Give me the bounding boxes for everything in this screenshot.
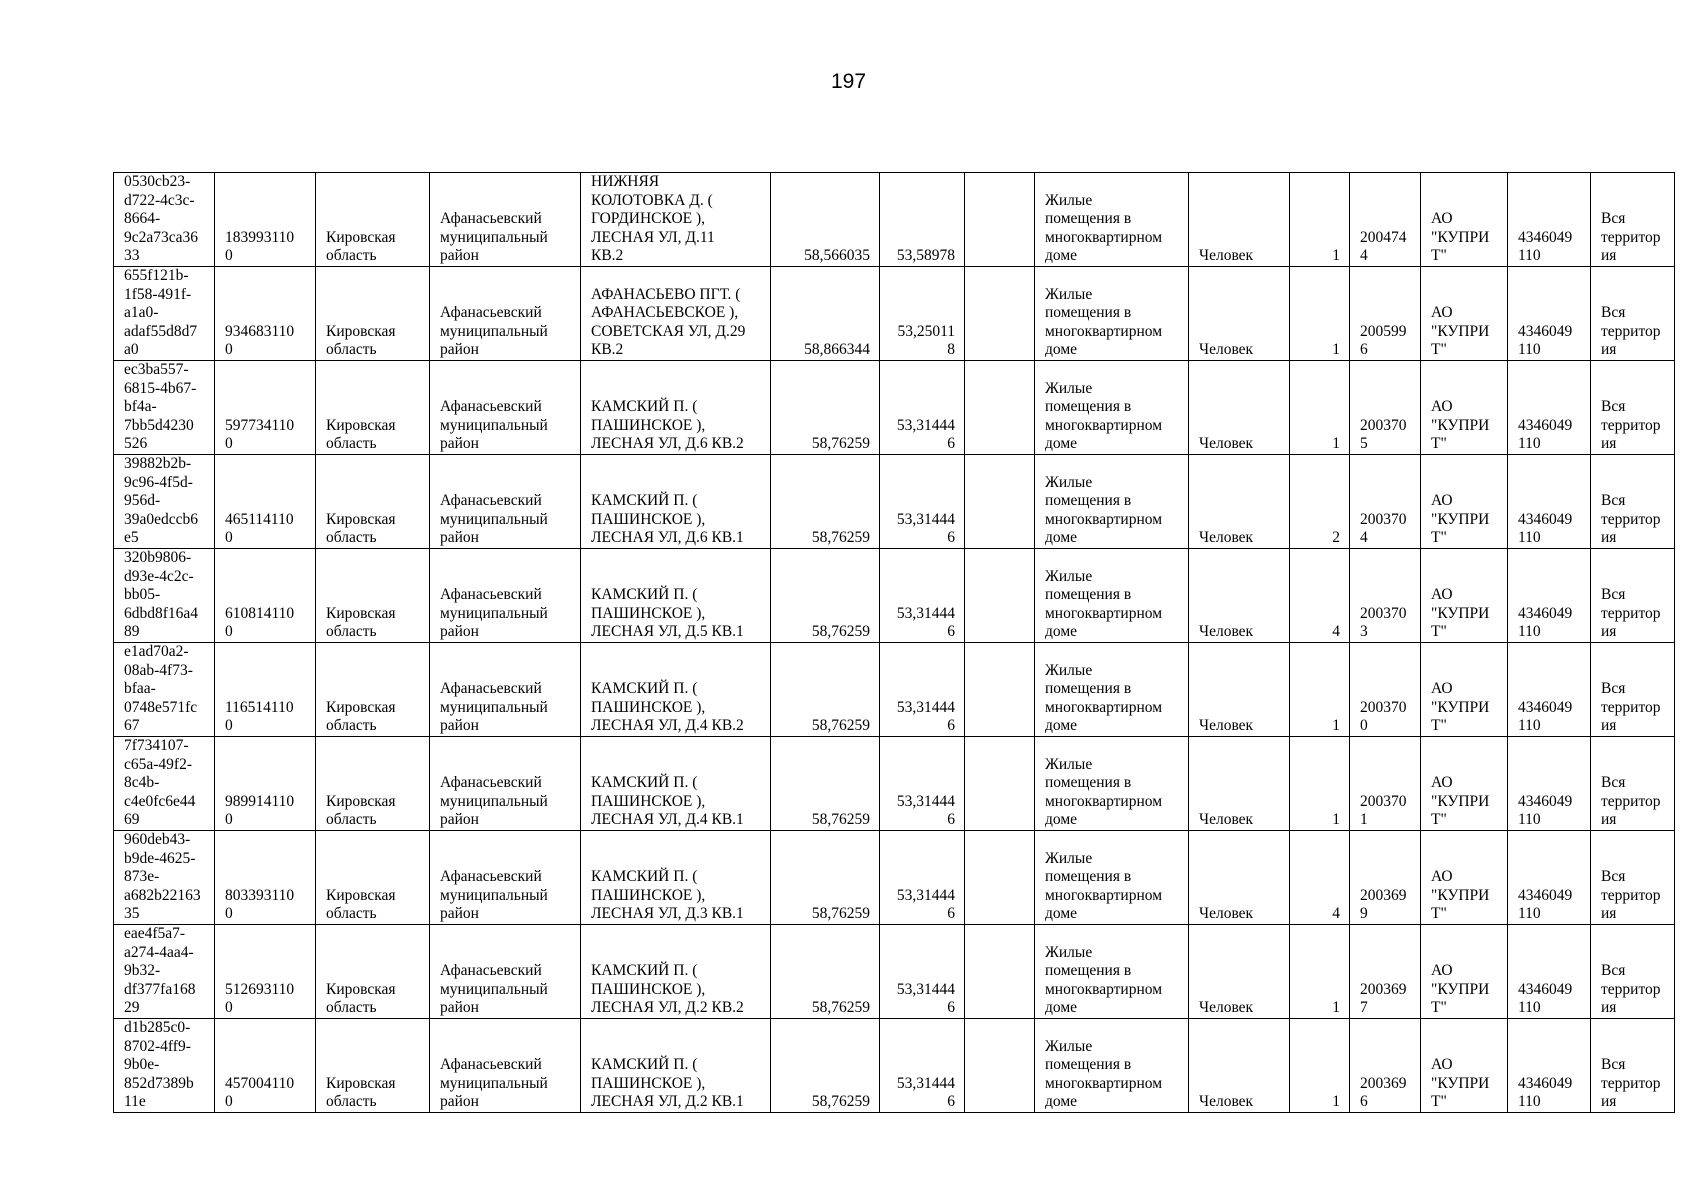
unit-cell: Человек	[1189, 1019, 1290, 1113]
address-cell: КАМСКИЙ П. ( ПАШИНСКОЕ ), ЛЕСНАЯ УЛ, Д.4 КВ.2	[581, 643, 771, 737]
longitude-cell: 53,31444 6	[880, 549, 965, 643]
latitude-cell: 58,76259	[771, 831, 880, 925]
address-cell: КАМСКИЙ П. ( ПАШИНСКОЕ ), ЛЕСНАЯ УЛ, Д.3 КВ.1	[581, 831, 771, 925]
territory-cell: Вся территор ия	[1591, 643, 1675, 737]
latitude-cell: 58,76259	[771, 737, 880, 831]
organization-cell: АО "КУПРИ Т"	[1421, 173, 1508, 267]
district-cell: Афанасьевский муниципальный район	[430, 267, 581, 361]
district-cell: Афанасьевский муниципальный район	[430, 173, 581, 267]
code2-cell: 200370 4	[1350, 455, 1421, 549]
address-cell: КАМСКИЙ П. ( ПАШИНСКОЕ ), ЛЕСНАЯ УЛ, Д.6 КВ.2	[581, 361, 771, 455]
empty-cell	[965, 455, 1035, 549]
territory-cell: Вся территор ия	[1591, 173, 1675, 267]
unit-cell: Человек	[1189, 173, 1290, 267]
object-type-cell: Жилые помещения в многоквартирном доме	[1035, 455, 1189, 549]
table-row	[114, 925, 1675, 1019]
code2-cell: 200370 1	[1350, 737, 1421, 831]
code-cell: 465114110 0	[215, 455, 316, 549]
count-cell: 4	[1290, 549, 1350, 643]
organization-cell: АО "КУПРИ Т"	[1421, 643, 1508, 737]
code2-cell: 200370 3	[1350, 549, 1421, 643]
territory-cell: Вся территор ия	[1591, 267, 1675, 361]
object-type-cell: Жилые помещения в многоквартирном доме	[1035, 267, 1189, 361]
organization-cell: АО "КУПРИ Т"	[1421, 549, 1508, 643]
organization-cell: АО "КУПРИ Т"	[1421, 737, 1508, 831]
code-cell: 803393110 0	[215, 831, 316, 925]
object-id-cell: 7f734107- c65a-49f2- 8c4b- c4e0fc6e44 69	[114, 737, 215, 831]
region-cell: Кировская область	[316, 173, 430, 267]
address-cell: АФАНАСЬЕВО ПГТ. ( АФАНАСЬЕВСКОЕ ), СОВЕТСКАЯ УЛ, Д.29 КВ.2	[581, 267, 771, 361]
territory-cell: Вся территор ия	[1591, 361, 1675, 455]
longitude-cell: 53,58978	[880, 173, 965, 267]
inn-cell: 4346049 110	[1508, 267, 1591, 361]
inn-cell: 4346049 110	[1508, 361, 1591, 455]
object-type-cell: Жилые помещения в многоквартирном доме	[1035, 643, 1189, 737]
count-cell: 2	[1290, 455, 1350, 549]
address-cell: КАМСКИЙ П. ( ПАШИНСКОЕ ), ЛЕСНАЯ УЛ, Д.4 КВ.1	[581, 737, 771, 831]
object-id-cell: 655f121b- 1f58-491f- a1a0- adaf55d8d7 a0	[114, 267, 215, 361]
territory-cell: Вся территор ия	[1591, 925, 1675, 1019]
code2-cell: 200370 5	[1350, 361, 1421, 455]
empty-cell	[965, 737, 1035, 831]
unit-cell: Человек	[1189, 643, 1290, 737]
object-type-cell: Жилые помещения в многоквартирном доме	[1035, 173, 1189, 267]
latitude-cell: 58,76259	[771, 455, 880, 549]
unit-cell: Человек	[1189, 549, 1290, 643]
table-row	[114, 455, 1675, 549]
count-cell: 1	[1290, 925, 1350, 1019]
organization-cell: АО "КУПРИ Т"	[1421, 925, 1508, 1019]
registry-table	[113, 172, 1675, 1113]
inn-cell: 4346049 110	[1508, 1019, 1591, 1113]
code2-cell: 200599 6	[1350, 267, 1421, 361]
region-cell: Кировская область	[316, 737, 430, 831]
address-cell: НИЖНЯЯ КОЛОТОВКА Д. ( ГОРДИНСКОЕ ), ЛЕСНАЯ УЛ, Д.11 КВ.2	[581, 173, 771, 267]
longitude-cell: 53,31444 6	[880, 831, 965, 925]
table-row	[114, 831, 1675, 925]
object-type-cell: Жилые помещения в многоквартирном доме	[1035, 1019, 1189, 1113]
unit-cell: Человек	[1189, 267, 1290, 361]
object-id-cell: 960deb43- b9de-4625- 873e- a682b22163 35	[114, 831, 215, 925]
region-cell: Кировская область	[316, 267, 430, 361]
object-id-cell: 0530cb23- d722-4c3c- 8664- 9c2a73ca36 33	[114, 173, 215, 267]
latitude-cell: 58,76259	[771, 1019, 880, 1113]
region-cell: Кировская область	[316, 361, 430, 455]
empty-cell	[965, 267, 1035, 361]
latitude-cell: 58,76259	[771, 361, 880, 455]
code-cell: 934683110 0	[215, 267, 316, 361]
region-cell: Кировская область	[316, 643, 430, 737]
latitude-cell: 58,76259	[771, 643, 880, 737]
address-cell: КАМСКИЙ П. ( ПАШИНСКОЕ ), ЛЕСНАЯ УЛ, Д.2 КВ.1	[581, 1019, 771, 1113]
count-cell: 1	[1290, 737, 1350, 831]
inn-cell: 4346049 110	[1508, 173, 1591, 267]
latitude-cell: 58,76259	[771, 549, 880, 643]
object-type-cell: Жилые помещения в многоквартирном доме	[1035, 737, 1189, 831]
inn-cell: 4346049 110	[1508, 737, 1591, 831]
table-row	[114, 549, 1675, 643]
code-cell: 512693110 0	[215, 925, 316, 1019]
code2-cell: 200474 4	[1350, 173, 1421, 267]
empty-cell	[965, 173, 1035, 267]
district-cell: Афанасьевский муниципальный район	[430, 455, 581, 549]
latitude-cell: 58,566035	[771, 173, 880, 267]
count-cell: 1	[1290, 267, 1350, 361]
registry-table-body	[114, 173, 1675, 1113]
empty-cell	[965, 643, 1035, 737]
inn-cell: 4346049 110	[1508, 831, 1591, 925]
page-number: 197	[830, 70, 867, 93]
district-cell: Афанасьевский муниципальный район	[430, 1019, 581, 1113]
unit-cell: Человек	[1189, 455, 1290, 549]
count-cell: 4	[1290, 831, 1350, 925]
district-cell: Афанасьевский муниципальный район	[430, 737, 581, 831]
organization-cell: АО "КУПРИ Т"	[1421, 455, 1508, 549]
district-cell: Афанасьевский муниципальный район	[430, 831, 581, 925]
empty-cell	[965, 831, 1035, 925]
address-cell: КАМСКИЙ П. ( ПАШИНСКОЕ ), ЛЕСНАЯ УЛ, Д.2 КВ.2	[581, 925, 771, 1019]
unit-cell: Человек	[1189, 737, 1290, 831]
longitude-cell: 53,31444 6	[880, 1019, 965, 1113]
empty-cell	[965, 549, 1035, 643]
unit-cell: Человек	[1189, 925, 1290, 1019]
region-cell: Кировская область	[316, 831, 430, 925]
unit-cell: Человек	[1189, 831, 1290, 925]
object-id-cell: 320b9806- d93e-4c2c- bb05- 6dbd8f16a4 89	[114, 549, 215, 643]
empty-cell	[965, 1019, 1035, 1113]
organization-cell: АО "КУПРИ Т"	[1421, 1019, 1508, 1113]
organization-cell: АО "КУПРИ Т"	[1421, 831, 1508, 925]
object-type-cell: Жилые помещения в многоквартирном доме	[1035, 549, 1189, 643]
organization-cell: АО "КУПРИ Т"	[1421, 267, 1508, 361]
inn-cell: 4346049 110	[1508, 643, 1591, 737]
code2-cell: 200369 9	[1350, 831, 1421, 925]
code-cell: 183993110 0	[215, 173, 316, 267]
object-type-cell: Жилые помещения в многоквартирном доме	[1035, 925, 1189, 1019]
longitude-cell: 53,31444 6	[880, 737, 965, 831]
count-cell: 1	[1290, 1019, 1350, 1113]
code-cell: 116514110 0	[215, 643, 316, 737]
region-cell: Кировская область	[316, 925, 430, 1019]
territory-cell: Вся территор ия	[1591, 549, 1675, 643]
table-row	[114, 173, 1675, 267]
address-cell: КАМСКИЙ П. ( ПАШИНСКОЕ ), ЛЕСНАЯ УЛ, Д.6 КВ.1	[581, 455, 771, 549]
unit-cell: Человек	[1189, 361, 1290, 455]
code2-cell: 200369 6	[1350, 1019, 1421, 1113]
region-cell: Кировская область	[316, 455, 430, 549]
territory-cell: Вся территор ия	[1591, 1019, 1675, 1113]
longitude-cell: 53,25011 8	[880, 267, 965, 361]
table-row	[114, 361, 1675, 455]
region-cell: Кировская область	[316, 1019, 430, 1113]
district-cell: Афанасьевский муниципальный район	[430, 643, 581, 737]
district-cell: Афанасьевский муниципальный район	[430, 549, 581, 643]
longitude-cell: 53,31444 6	[880, 643, 965, 737]
code-cell: 597734110 0	[215, 361, 316, 455]
organization-cell: АО "КУПРИ Т"	[1421, 361, 1508, 455]
inn-cell: 4346049 110	[1508, 455, 1591, 549]
count-cell: 1	[1290, 361, 1350, 455]
longitude-cell: 53,31444 6	[880, 361, 965, 455]
inn-cell: 4346049 110	[1508, 925, 1591, 1019]
district-cell: Афанасьевский муниципальный район	[430, 925, 581, 1019]
object-id-cell: 39882b2b- 9c96-4f5d- 956d- 39a0edccb6 e5	[114, 455, 215, 549]
latitude-cell: 58,76259	[771, 925, 880, 1019]
code2-cell: 200369 7	[1350, 925, 1421, 1019]
object-type-cell: Жилые помещения в многоквартирном доме	[1035, 831, 1189, 925]
empty-cell	[965, 925, 1035, 1019]
longitude-cell: 53,31444 6	[880, 925, 965, 1019]
region-cell: Кировская область	[316, 549, 430, 643]
code2-cell: 200370 0	[1350, 643, 1421, 737]
code-cell: 610814110 0	[215, 549, 316, 643]
territory-cell: Вся территор ия	[1591, 831, 1675, 925]
object-id-cell: d1b285c0- 8702-4ff9- 9b0e- 852d7389b 11e	[114, 1019, 215, 1113]
territory-cell: Вся территор ия	[1591, 455, 1675, 549]
count-cell: 1	[1290, 643, 1350, 737]
longitude-cell: 53,31444 6	[880, 455, 965, 549]
code-cell: 457004110 0	[215, 1019, 316, 1113]
latitude-cell: 58,866344	[771, 267, 880, 361]
table-row	[114, 267, 1675, 361]
object-id-cell: eae4f5a7- a274-4aa4- 9b32- df377fa168 29	[114, 925, 215, 1019]
territory-cell: Вся территор ия	[1591, 737, 1675, 831]
address-cell: КАМСКИЙ П. ( ПАШИНСКОЕ ), ЛЕСНАЯ УЛ, Д.5 КВ.1	[581, 549, 771, 643]
empty-cell	[965, 361, 1035, 455]
count-cell: 1	[1290, 173, 1350, 267]
object-id-cell: e1ad70a2- 08ab-4f73- bfaa- 0748e571fc 67	[114, 643, 215, 737]
code-cell: 989914110 0	[215, 737, 316, 831]
district-cell: Афанасьевский муниципальный район	[430, 361, 581, 455]
object-id-cell: ec3ba557- 6815-4b67- bf4a- 7bb5d4230 526	[114, 361, 215, 455]
table-row	[114, 737, 1675, 831]
table-row	[114, 1019, 1675, 1113]
inn-cell: 4346049 110	[1508, 549, 1591, 643]
table-row	[114, 643, 1675, 737]
object-type-cell: Жилые помещения в многоквартирном доме	[1035, 361, 1189, 455]
